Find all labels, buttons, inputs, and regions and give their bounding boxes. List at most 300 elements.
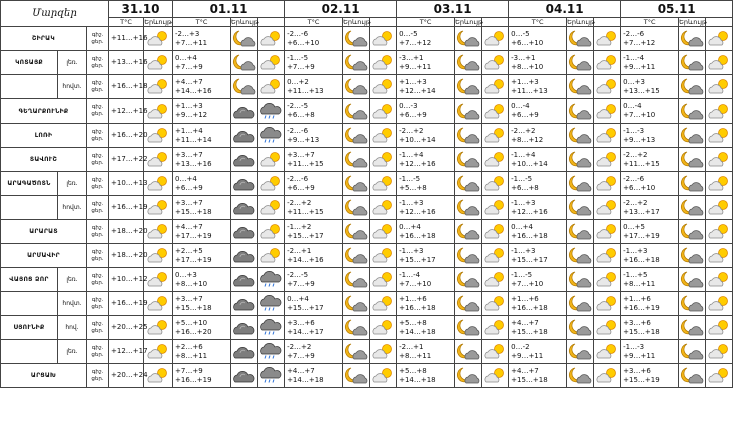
rain-cloud-icon xyxy=(258,343,284,360)
weather-cell xyxy=(594,27,621,51)
moon-cloud-icon xyxy=(679,271,705,288)
day-temp: +16…+19 xyxy=(623,303,660,312)
day-temp: +14…+18 xyxy=(287,375,324,384)
temp-cell xyxy=(621,196,679,220)
temp-cell xyxy=(397,148,455,172)
moon-cloud-icon xyxy=(455,54,481,71)
moon-cloud-icon xyxy=(343,295,369,312)
weather-cell xyxy=(258,196,285,220)
weather-cell xyxy=(231,364,258,388)
temp-cell xyxy=(109,75,148,99)
weather-cell xyxy=(231,27,258,51)
temp-cell xyxy=(509,124,567,148)
night-temp: -3…+1 xyxy=(399,53,424,62)
temp-header: T°C xyxy=(621,18,679,27)
night-temp: +2…+5 xyxy=(175,246,203,255)
day-temp: +9…+13 xyxy=(287,135,320,144)
moon-cloud-icon xyxy=(343,223,369,240)
temp-cell xyxy=(397,292,455,316)
sun-cloud-icon xyxy=(594,151,620,168)
weather-cell xyxy=(706,244,733,268)
day-label: ցեր. xyxy=(91,327,104,334)
weather-cell xyxy=(258,172,285,196)
sun-cloud-icon xyxy=(370,319,396,336)
day-temp: +7…+9 xyxy=(287,62,315,71)
region-name: ԿՈՏԱՅՔ xyxy=(1,51,58,75)
weather-cell xyxy=(706,364,733,388)
sun-cloud-icon xyxy=(145,199,171,216)
day-temp: +15…+18 xyxy=(175,303,212,312)
table-row xyxy=(1,75,733,99)
night-temp: +3…+7 xyxy=(175,150,203,159)
sun-cloud-icon xyxy=(370,223,396,240)
moon-cloud-icon xyxy=(343,78,369,95)
sun-cloud-icon xyxy=(370,127,396,144)
night-temp: 0…-3 xyxy=(399,102,418,110)
sun-cloud-icon xyxy=(482,199,508,216)
day-label: ցեր. xyxy=(91,86,104,93)
temp-cell xyxy=(509,316,567,340)
night-temp: -1…+4 xyxy=(399,150,424,159)
night-temp: -1…+3 xyxy=(511,246,536,255)
weather-cell xyxy=(343,196,370,220)
weather-cell xyxy=(679,340,706,364)
night-temp: 0…+4 xyxy=(175,174,197,183)
temp-cell xyxy=(621,292,679,316)
night-label: գիշ. xyxy=(91,200,104,207)
day-temp: +7…+10 xyxy=(623,111,656,119)
day-temp: +8…+12 xyxy=(511,135,544,144)
day-temp: +7…+10 xyxy=(399,279,432,288)
weather-cell xyxy=(567,364,594,388)
sun-cloud-icon xyxy=(706,54,732,71)
night-day-label xyxy=(87,51,109,75)
day-temp: +6…+9 xyxy=(399,111,427,119)
region-name: ԱՐԱՐԱՏ xyxy=(1,220,87,244)
moon-cloud-icon xyxy=(455,247,481,264)
rain-cloud-icon xyxy=(258,103,284,120)
sun-cloud-icon xyxy=(594,319,620,336)
temp-cell xyxy=(173,99,231,124)
weather-cell xyxy=(455,75,482,99)
weather-cell xyxy=(370,364,397,388)
temp-cell xyxy=(109,99,148,124)
night-label: գիշ. xyxy=(91,320,104,327)
day-temp: +7…+10 xyxy=(511,279,544,288)
moon-cloud-icon xyxy=(343,54,369,71)
day-temp: +6…+9 xyxy=(511,111,539,119)
weather-cell xyxy=(343,364,370,388)
temp-cell xyxy=(173,268,231,292)
region-name: ՇԻՐԱԿ xyxy=(1,27,87,51)
weather-header xyxy=(370,18,397,27)
weather-cell xyxy=(144,316,173,340)
day-temp: +5…+8 xyxy=(399,183,427,192)
weather-header: Երևույթ xyxy=(343,18,371,26)
night-label: գիշ. xyxy=(91,104,104,110)
temp-cell xyxy=(621,220,679,244)
day-temp: +7…+9 xyxy=(287,351,315,360)
weather-cell xyxy=(258,99,285,124)
sun-cloud-icon xyxy=(482,295,508,312)
cloud-icon xyxy=(231,295,257,312)
day-temp: +13…+17 xyxy=(623,207,660,216)
night-temp: -1…+2 xyxy=(287,222,312,231)
temp-cell xyxy=(621,340,679,364)
weather-header xyxy=(706,18,733,27)
sun-cloud-icon xyxy=(594,271,620,288)
weather-cell xyxy=(482,148,509,172)
temp-header: T°C xyxy=(285,18,343,27)
weather-cell xyxy=(706,51,733,75)
zone-label: հովտ. xyxy=(58,75,87,99)
weather-cell xyxy=(679,27,706,51)
weather-cell xyxy=(231,51,258,75)
weather-cell xyxy=(679,220,706,244)
temp-cell xyxy=(509,75,567,99)
night-temp: 0…-5 xyxy=(511,29,530,38)
day-temp: +8…+10 xyxy=(175,279,208,288)
regions-header: Մարզեր xyxy=(1,1,109,27)
weather-cell xyxy=(231,99,258,124)
temp-cell xyxy=(509,196,567,220)
night-temp: 0…+4 xyxy=(399,222,421,231)
weather-cell xyxy=(258,51,285,75)
rain-cloud-icon xyxy=(258,367,284,384)
sun-cloud-icon xyxy=(145,175,171,192)
temp-cell xyxy=(109,148,148,172)
region-name xyxy=(1,340,58,364)
temp-cell xyxy=(285,244,343,268)
weather-cell xyxy=(594,196,621,220)
sun-cloud-icon xyxy=(370,103,396,120)
weather-cell xyxy=(594,268,621,292)
temp-cell xyxy=(109,51,148,75)
temp-cell xyxy=(621,316,679,340)
weather-cell xyxy=(455,124,482,148)
day-label: ցեր. xyxy=(91,375,104,382)
sun-cloud-icon xyxy=(594,199,620,216)
weather-cell xyxy=(482,196,509,220)
temp-cell xyxy=(173,292,231,316)
weather-header: Երևույթ xyxy=(567,18,595,26)
night-temp: -2…+2 xyxy=(287,342,312,351)
sun-cloud-icon xyxy=(482,343,508,360)
day-temp: +16…+18 xyxy=(111,82,148,90)
weather-cell xyxy=(482,99,509,124)
temp-cell xyxy=(621,124,679,148)
temp-cell xyxy=(109,292,148,316)
temp-cell xyxy=(285,340,343,364)
sun-cloud-icon xyxy=(482,78,508,95)
weather-header: Երևույթ xyxy=(455,18,483,26)
sun-cloud-icon xyxy=(482,223,508,240)
night-temp: -2…+2 xyxy=(287,198,312,207)
night-temp: +4…+7 xyxy=(511,318,539,327)
night-temp: 0…+4 xyxy=(511,222,533,231)
moon-cloud-icon xyxy=(567,199,593,216)
sun-cloud-icon xyxy=(594,127,620,144)
weather-cell xyxy=(706,148,733,172)
weather-cell xyxy=(231,75,258,99)
cloud-icon xyxy=(231,367,257,384)
sun-cloud-icon xyxy=(706,223,732,240)
temp-cell xyxy=(621,364,679,388)
night-label: գիշ. xyxy=(91,344,104,351)
date-header: 31.10 xyxy=(109,1,173,18)
sun-cloud-icon xyxy=(258,151,284,168)
day-temp: +7…+9 xyxy=(287,279,315,288)
day-temp: +15…+17 xyxy=(511,255,548,264)
sun-cloud-icon xyxy=(370,78,396,95)
temp-cell xyxy=(285,124,343,148)
temp-cell xyxy=(509,27,567,51)
night-temp: 0…+3 xyxy=(175,270,197,279)
moon-cloud-icon xyxy=(679,78,705,95)
sun-cloud-icon xyxy=(370,247,396,264)
weather-cell xyxy=(258,124,285,148)
table-row xyxy=(1,316,733,340)
night-temp: -3…+1 xyxy=(511,53,536,62)
day-temp: +12…+14 xyxy=(399,86,436,95)
temp-cell xyxy=(109,316,148,340)
temp-cell xyxy=(621,268,679,292)
weather-cell xyxy=(144,196,173,220)
weather-header: Երևույթ xyxy=(231,18,259,26)
night-temp: -1…-5 xyxy=(511,174,533,183)
table-row xyxy=(1,364,733,388)
night-temp: -2…-6 xyxy=(623,174,645,183)
day-temp: +6…+8 xyxy=(287,111,315,119)
temp-cell xyxy=(397,27,455,51)
sun-cloud-icon xyxy=(145,367,171,384)
day-temp: +10…+12 xyxy=(111,275,148,283)
moon-cloud-icon xyxy=(679,175,705,192)
weather-cell xyxy=(343,220,370,244)
temp-cell xyxy=(285,27,343,51)
cloud-icon xyxy=(231,175,257,192)
weather-cell xyxy=(482,75,509,99)
sun-cloud-icon xyxy=(145,247,171,264)
weather-cell xyxy=(231,244,258,268)
weather-cell xyxy=(343,340,370,364)
cloud-icon xyxy=(231,319,257,336)
weather-cell xyxy=(679,364,706,388)
weather-cell xyxy=(679,148,706,172)
region-name xyxy=(1,292,58,316)
weather-cell xyxy=(258,244,285,268)
day-temp: +7…+9 xyxy=(175,62,203,71)
sun-cloud-icon xyxy=(370,367,396,384)
weather-cell xyxy=(258,292,285,316)
night-temp: +5…+8 xyxy=(399,318,427,327)
subheader-row xyxy=(1,18,733,27)
weather-cell xyxy=(231,316,258,340)
weather-cell xyxy=(567,27,594,51)
night-temp: +1…+6 xyxy=(399,294,427,303)
temp-cell xyxy=(397,244,455,268)
weather-cell xyxy=(706,27,733,51)
temp-cell xyxy=(285,364,343,388)
date-header: 03.11 xyxy=(397,1,509,18)
day-temp: +15…+17 xyxy=(287,231,324,240)
weather-cell xyxy=(455,292,482,316)
temp-cell xyxy=(285,172,343,196)
day-temp: +11…+13 xyxy=(287,86,324,95)
weather-header xyxy=(258,18,285,27)
moon-cloud-icon xyxy=(455,367,481,384)
day-temp: +9…+11 xyxy=(623,62,656,71)
weather-cell xyxy=(370,75,397,99)
day-temp: +12…+16 xyxy=(399,207,436,216)
moon-cloud-icon xyxy=(679,30,705,47)
sun-cloud-icon xyxy=(145,151,171,168)
day-temp: +9…+12 xyxy=(175,111,208,119)
night-temp: -2…+2 xyxy=(511,126,536,135)
night-temp: -1…-5 xyxy=(511,270,533,279)
weather-cell xyxy=(144,220,173,244)
weather-cell xyxy=(370,196,397,220)
night-temp: -1…+5 xyxy=(623,270,648,279)
table-row xyxy=(1,268,733,292)
night-temp: 0…+4 xyxy=(175,53,197,62)
day-temp: +15…+17 xyxy=(287,303,324,312)
sun-cloud-icon xyxy=(145,319,171,336)
night-temp: +3…+6 xyxy=(287,318,315,327)
sun-cloud-icon xyxy=(706,175,732,192)
table-row xyxy=(1,51,733,75)
temp-cell xyxy=(173,196,231,220)
sun-cloud-icon xyxy=(706,247,732,264)
weather-cell xyxy=(455,51,482,75)
sun-cloud-icon xyxy=(706,343,732,360)
weather-cell xyxy=(567,124,594,148)
temp-cell xyxy=(173,51,231,75)
day-temp: +16…+18 xyxy=(511,231,548,240)
day-label: ցեր. xyxy=(91,38,104,45)
day-temp: +16…+19 xyxy=(111,203,148,211)
temp-cell xyxy=(397,196,455,220)
sun-cloud-icon xyxy=(482,103,508,120)
region-name: ՎԱՅՈՑ ՁՈՐ xyxy=(1,268,58,292)
day-temp: +18…+20 xyxy=(111,227,148,235)
day-temp: +17…+22 xyxy=(111,155,148,163)
sun-cloud-icon xyxy=(482,54,508,71)
sun-cloud-icon xyxy=(370,343,396,360)
weather-cell xyxy=(567,244,594,268)
weather-cell xyxy=(567,99,594,124)
weather-cell xyxy=(231,340,258,364)
day-temp: +11…+14 xyxy=(175,135,212,144)
table-row xyxy=(1,340,733,364)
sun-cloud-icon xyxy=(258,247,284,264)
night-day-label xyxy=(87,316,109,340)
weather-cell xyxy=(594,340,621,364)
sun-cloud-icon xyxy=(594,367,620,384)
night-day-label xyxy=(87,172,109,196)
day-temp: +7…+12 xyxy=(399,38,432,47)
moon-cloud-icon xyxy=(567,54,593,71)
moon-cloud-icon xyxy=(679,343,705,360)
moon-cloud-icon xyxy=(679,103,705,120)
weather-cell xyxy=(370,244,397,268)
day-temp: +8…+11 xyxy=(623,279,656,288)
day-label: ցեր. xyxy=(91,207,104,214)
day-temp: +6…+8 xyxy=(511,183,539,192)
day-temp: +10…+13 xyxy=(111,179,148,187)
day-temp: +10…+14 xyxy=(399,135,436,144)
temp-cell xyxy=(285,220,343,244)
day-temp: +13…+15 xyxy=(623,86,660,95)
temp-cell xyxy=(173,148,231,172)
temp-cell xyxy=(397,99,455,124)
day-temp: +15…+18 xyxy=(511,327,548,336)
moon-cloud-icon xyxy=(231,78,257,95)
weather-cell xyxy=(679,316,706,340)
sun-cloud-icon xyxy=(145,343,171,360)
cloud-icon xyxy=(231,151,257,168)
weather-cell xyxy=(455,196,482,220)
weather-cell xyxy=(370,148,397,172)
moon-cloud-icon xyxy=(455,319,481,336)
weather-cell xyxy=(679,268,706,292)
moon-cloud-icon xyxy=(455,223,481,240)
night-temp: 0…-5 xyxy=(399,29,418,38)
moon-cloud-icon xyxy=(455,78,481,95)
sun-cloud-icon xyxy=(145,223,171,240)
sun-cloud-icon xyxy=(706,295,732,312)
moon-cloud-icon xyxy=(455,343,481,360)
moon-cloud-icon xyxy=(567,367,593,384)
cloud-icon xyxy=(231,271,257,288)
weather-cell xyxy=(567,148,594,172)
weather-cell xyxy=(706,172,733,196)
night-day-label xyxy=(87,27,109,51)
weather-cell xyxy=(594,364,621,388)
night-temp: 0…-4 xyxy=(623,102,642,110)
day-temp: +17…+19 xyxy=(623,231,660,240)
moon-cloud-icon xyxy=(679,295,705,312)
day-temp: +20…+24 xyxy=(111,371,148,379)
weather-cell xyxy=(706,75,733,99)
night-temp: -2…-6 xyxy=(287,174,309,183)
sun-cloud-icon xyxy=(145,295,171,312)
night-label: գիշ. xyxy=(91,368,104,375)
weather-cell xyxy=(343,268,370,292)
weather-cell xyxy=(343,99,370,124)
table-row xyxy=(1,244,733,268)
temp-cell xyxy=(621,99,679,124)
night-temp: -1…+4 xyxy=(511,150,536,159)
moon-cloud-icon xyxy=(455,295,481,312)
night-temp: +2…+6 xyxy=(175,342,203,351)
night-day-label xyxy=(87,292,109,316)
region-name: ԼՈՌԻ xyxy=(1,124,87,148)
sun-cloud-icon xyxy=(370,175,396,192)
day-label: ցեր. xyxy=(91,135,104,142)
weather-cell xyxy=(144,268,173,292)
weather-cell xyxy=(482,364,509,388)
night-temp: -2…+2 xyxy=(399,126,424,135)
night-temp: -2…+1 xyxy=(287,246,312,255)
table-row xyxy=(1,99,733,124)
night-label: գիշ. xyxy=(91,128,104,135)
day-temp: +12…+16 xyxy=(111,106,148,115)
moon-cloud-icon xyxy=(343,199,369,216)
moon-cloud-icon xyxy=(455,127,481,144)
night-temp: +1…+6 xyxy=(623,294,651,303)
temp-cell xyxy=(397,172,455,196)
